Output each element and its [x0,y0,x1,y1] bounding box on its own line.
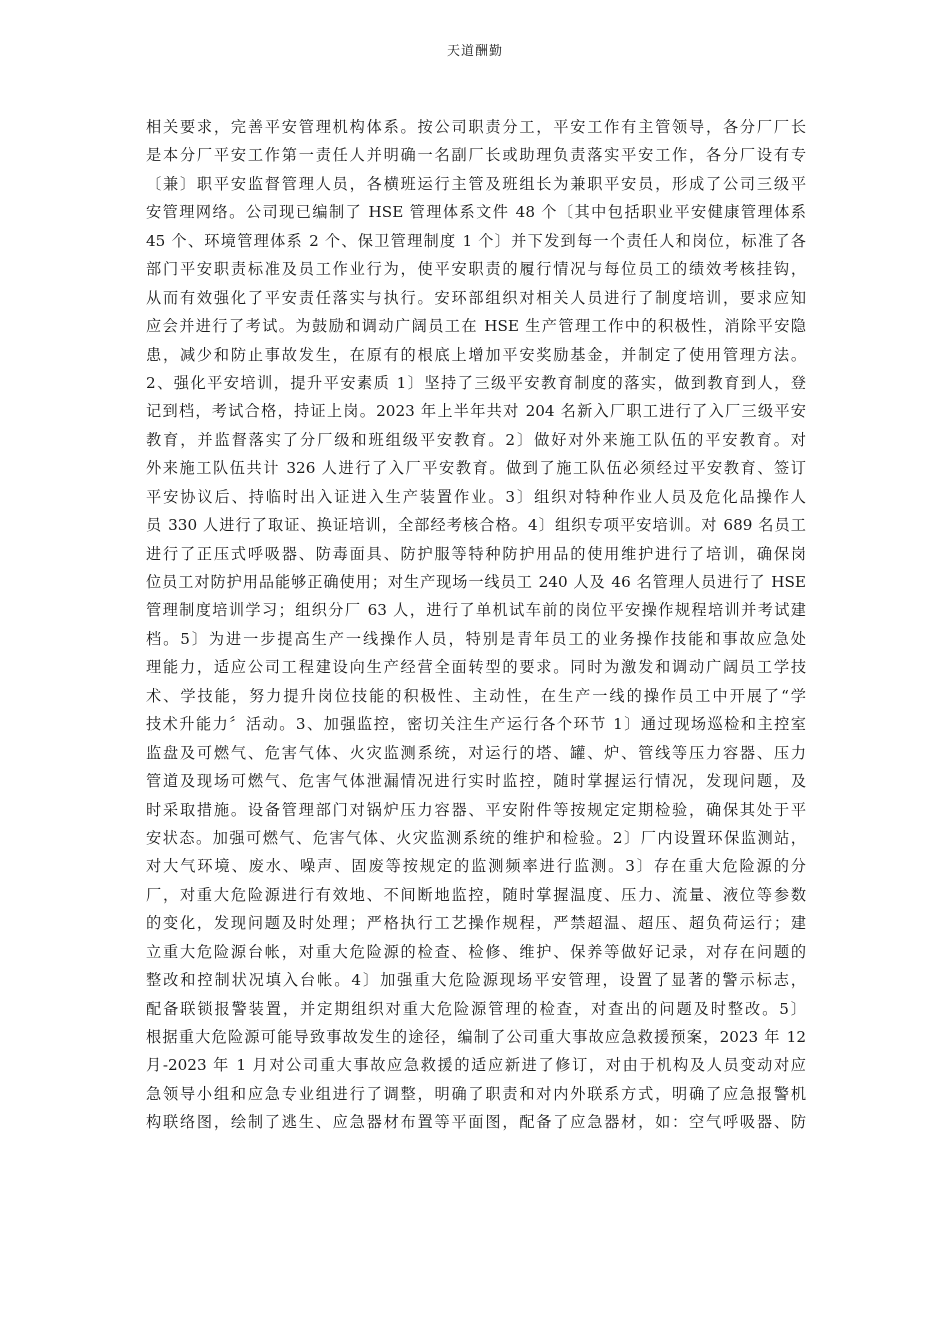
text-line: 患，减少和防止事故发生，在原有的根底上增加平安奖励基金，并制定了使用管理方法。 [146,345,806,364]
document-body [146,113,806,1137]
text-line: 档。5〕为进一步提高生产一线操作人员，特别是青年员工的业务操作技能和事故应急处 [146,629,806,648]
text-line: 部门平安职责标准及员工作业行为，使平安职责的履行情况与每位员工的绩效考核挂钩， [146,260,806,279]
text-line: 术、学技能，努力提升岗位技能的积极性、主动性，在生产一线的操作员工中开展了“学 [146,686,806,705]
text-line: 外来施工队伍共计 326 人进行了入厂平安教育。做到了施工队伍必须经过平安教育、签订 [146,459,806,478]
text-line: 记到档，考试合格，持证上岗。2023 年上半年共对 204 名新入厂职工进行了入厂三级平安 [146,402,806,421]
text-line: 应会并进行了考试。为鼓励和调动广阔员工在 HSE 生产管理工作中的积极性，消除平安隐 [146,317,806,336]
text-line: 2、强化平安培训，提升平安素质 1〕坚持了三级平安教育制度的落实，做到教育到人，登 [146,373,806,392]
text-line: 监盘及可燃气、危害气体、火灾监测系统，对运行的塔、罐、炉、管线等压力容器、压力 [146,743,806,762]
text-line: 理能力，适应公司工程建设向生产经营全面转型的要求。同时为激发和调动广阔员工学技 [146,658,806,677]
text-line: 安管理网络。公司现已编制了 HSE 管理体系文件 48 个〔其中包括职业平安健康管理体系 [146,203,806,222]
page-header [0,40,950,59]
text-line: 进行了正压式呼吸器、防毒面具、防护服等特种防护用品的使用维护进行了培训，确保岗 [146,544,806,563]
text-line: 技术升能力〞活动。3、加强监控，密切关注生产运行各个环节 1〕通过现场巡检和主控室 [146,715,806,734]
text-line: 时采取措施。设备管理部门对锅炉压力容器、平安附件等按规定定期检验，确保其处于平 [146,800,806,819]
text-line: 教育，并监督落实了分厂级和班组级平安教育。2〕做好对外来施工队伍的平安教育。对 [146,430,806,449]
text-line: 根据重大危险源可能导致事故发生的途径，编制了公司重大事故应急救援预案，2023 年 12 [146,1028,806,1046]
text-line: 〔兼〕职平安监督管理人员，各横班运行主管及班组长为兼职平安员，形成了公司三级平 [146,174,806,193]
text-line: 管道及现场可燃气、危害气体泄漏情况进行实时监控，随时掌握运行情况，发现问题，及 [146,772,806,791]
text-line: 的变化，发现问题及时处理；严格执行工艺操作规程，严禁超温、超压、超负荷运行；建 [146,914,806,933]
text-line: 相关要求，完善平安管理机构体系。按公司职责分工，平安工作有主管领导，各分厂厂长 [146,118,806,136]
text-line: 厂，对重大危险源进行有效地、不间断地监控，随时掌握温度、压力、流量、液位等参数 [146,885,806,904]
text-line: 对大气环境、废水、噪声、固废等按规定的监测频率进行监测。3〕存在重大危险源的分 [146,857,806,876]
text-line: 配备联锁报警装置，并定期组织对重大危险源管理的检查，对查出的问题及时整改。5〕 [146,999,806,1018]
text-line: 整改和控制状况填入台帐。4〕加强重大危险源现场平安管理，设置了显著的警示标志， [146,971,806,990]
text-line: 构联络图，绘制了逃生、应急器材布置等平面图，配备了应急器材，如：空气呼吸器、防 [146,1113,806,1132]
text-line: 急领导小组和应急专业组进行了调整，明确了职责和对内外联系方式，明确了应急报警机 [146,1084,806,1103]
text-line: 45 个、环境管理体系 2 个、保卫管理制度 1 个〕并下发到每一个责任人和岗位，标准了各 [146,231,806,250]
text-line: 是本分厂平安工作第一责任人并明确一名副厂长或助理负责落实平安工作，各分厂设有专 [146,146,806,165]
text-line: 立重大危险源台帐，对重大危险源的检查、检修、维护、保养等做好记录，对存在问题的 [146,942,806,961]
text-line: 平安协议后、持临时出入证进入生产装置作业。3〕组织对特种作业人员及危化品操作人 [146,487,806,506]
text-line: 月-2023 年 1 月对公司重大事故应急救援的适应新进了修订，对由于机构及人员变动对应 [146,1056,806,1075]
text-line: 管理制度培训学习；组织分厂 63 人，进行了单机试车前的岗位平安操作规程培训并考试建 [146,601,806,620]
text-line: 安状态。加强可燃气、危害气体、火灾监测系统的维护和检验。2〕厂内设置环保监测站， [146,828,806,847]
text-line: 从而有效强化了平安责任落实与执行。安环部组织对相关人员进行了制度培训，要求应知 [146,288,806,307]
text-line: 员 330 人进行了取证、换证培训，全部经考核合格。4〕组织专项平安培训。对 689 名员工 [146,516,806,535]
text-line: 位员工对防护用品能够正确使用；对生产现场一线员工 240 人及 46 名管理人员进行了 HSE [146,573,806,591]
header-title: 天道酬勤 [446,44,503,59]
